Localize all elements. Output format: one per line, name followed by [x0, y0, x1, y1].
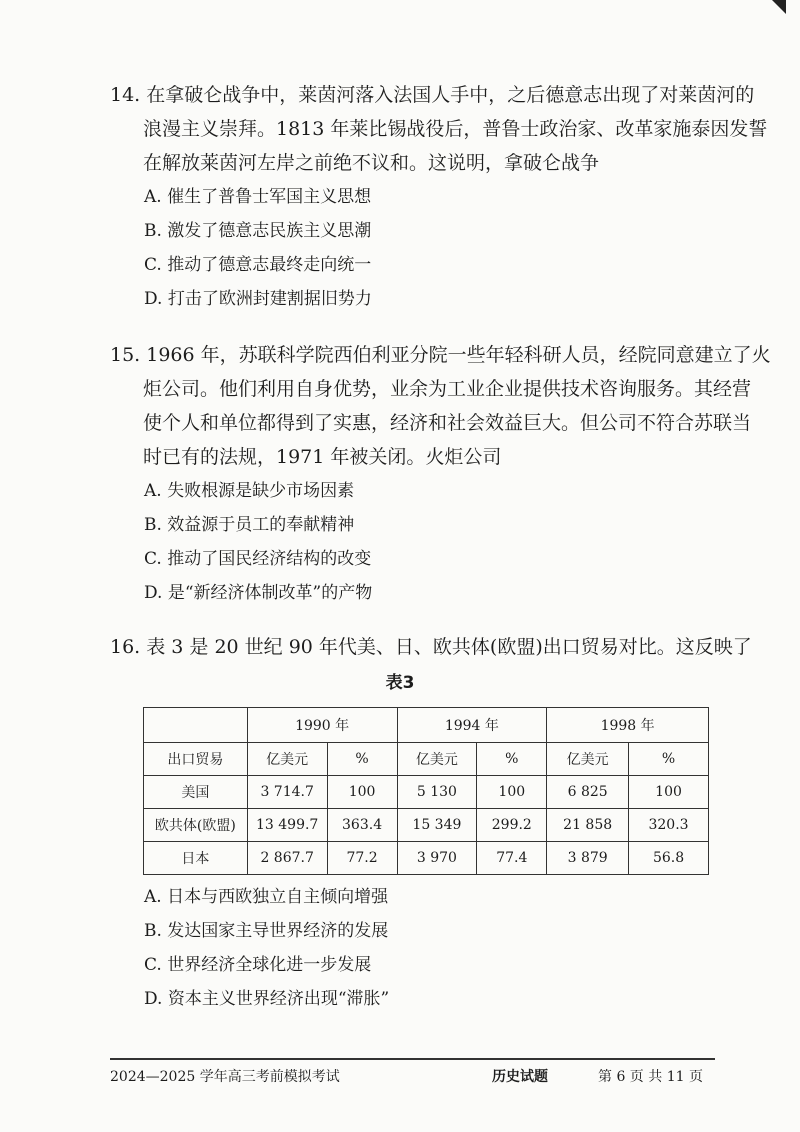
footer-subject: 历史试题 — [492, 1069, 548, 1085]
question-16-options — [110, 880, 710, 1016]
question-15-option-b: B. 效益源于员工的奉献精神 — [144, 515, 355, 535]
question-14 — [110, 78, 768, 316]
table-unit-header: % — [629, 743, 709, 776]
question-15-stem — [110, 338, 771, 474]
table-unit-header: % — [477, 743, 547, 776]
question-16-option-d: D. 资本主义世界经济出现“滞胀” — [144, 989, 390, 1009]
footer-rule — [110, 1058, 715, 1060]
question-16 — [110, 630, 752, 664]
question-15-option-c: C. 推动了国民经济结构的改变 — [144, 549, 372, 569]
question-15-line-1: 15. 1966 年，苏联科学院西伯利亚分院一些年轻科研人员，经院同意建立了火 — [110, 344, 771, 366]
table-cell: 77.2 — [327, 842, 397, 875]
table-cell: 2 867.7 — [247, 842, 327, 875]
question-14-option-b: B. 激发了德意志民族主义思潮 — [144, 221, 372, 241]
table-row — [144, 776, 709, 809]
question-16-stem — [110, 630, 752, 664]
table-3-caption: 表3 — [385, 673, 415, 693]
table-cell: 6 825 — [547, 776, 629, 809]
question-15-option-d: D. 是“新经济体制改革”的产物 — [144, 583, 373, 603]
question-15 — [110, 338, 771, 610]
question-16-option-b: B. 发达国家主导世界经济的发展 — [144, 921, 389, 941]
table-row — [144, 842, 709, 875]
table-cell: 3 970 — [397, 842, 477, 875]
question-15-option-a: A. 失败根源是缺少市场因素 — [144, 481, 355, 501]
table-cell: 56.8 — [629, 842, 709, 875]
question-15-line-2: 炬公司。他们利用自身优势，业余为工业企业提供技术咨询服务。其经营 — [143, 378, 752, 400]
table-cell: 5 130 — [397, 776, 477, 809]
table-cell: 15 349 — [397, 809, 477, 842]
question-15-line-4: 时已有的法规，1971 年被关闭。火炬公司 — [143, 446, 502, 468]
table-cell: 363.4 — [327, 809, 397, 842]
table-unit-header: % — [327, 743, 397, 776]
table-year-header: 1998 年 — [547, 708, 709, 743]
question-14-option-a: A. 催生了普鲁士军国主义思想 — [144, 187, 372, 207]
question-14-line-2: 浪漫主义崇拜。1813 年莱比锡战役后，普鲁士政治家、改革家施泰因发誓 — [143, 118, 768, 140]
table-cell: 77.4 — [477, 842, 547, 875]
table-unit-header: 亿美元 — [547, 743, 629, 776]
footer-page-number: 第 6 页 共 11 页 — [598, 1069, 703, 1085]
table-cell: 21 858 — [547, 809, 629, 842]
table-cell: 299.2 — [477, 809, 547, 842]
question-14-option-d: D. 打击了欧洲封建割据旧势力 — [144, 289, 372, 309]
table-cell: 100 — [477, 776, 547, 809]
table-cell: 3 879 — [547, 842, 629, 875]
table-row-header: 出口贸易 — [144, 743, 248, 776]
table-header-row-years — [144, 708, 709, 743]
table-header-row-units — [144, 743, 709, 776]
table-cell: 13 499.7 — [247, 809, 327, 842]
table-row-label: 欧共体(欧盟) — [144, 809, 248, 842]
question-14-line-1: 14. 在拿破仑战争中，莱茵河落入法国人手中，之后德意志出现了对莱茵河的 — [110, 84, 755, 106]
table-row — [144, 809, 709, 842]
scan-corner-mark — [772, 0, 786, 14]
table-row-label: 日本 — [144, 842, 248, 875]
footer-exam-title: 2024—2025 学年高三考前模拟考试 — [110, 1069, 340, 1085]
question-14-option-c: C. 推动了德意志最终走向统一 — [144, 255, 372, 275]
table-cell: 100 — [629, 776, 709, 809]
table-year-header: 1990 年 — [247, 708, 397, 743]
table-cell: 100 — [327, 776, 397, 809]
question-16-option-c: C. 世界经济全球化进一步发展 — [144, 955, 372, 975]
table-row-label: 美国 — [144, 776, 248, 809]
question-15-line-3: 使个人和单位都得到了实惠，经济和社会效益巨大。但公司不符合苏联当 — [143, 412, 752, 434]
question-16-option-a: A. 日本与西欧独立自主倾向增强 — [144, 887, 389, 907]
question-14-line-3: 在解放莱茵河左岸之前绝不议和。这说明，拿破仑战争 — [143, 152, 600, 174]
table-corner-cell — [144, 708, 248, 743]
question-16-line-1: 16. 表 3 是 20 世纪 90 年代美、日、欧共体(欧盟)出口贸易对比。这反映了 — [110, 636, 752, 658]
table-cell: 3 714.7 — [247, 776, 327, 809]
table-cell: 320.3 — [629, 809, 709, 842]
export-trade-table — [143, 707, 709, 875]
table-unit-header: 亿美元 — [397, 743, 477, 776]
question-14-stem — [110, 78, 768, 180]
table-year-header: 1994 年 — [397, 708, 547, 743]
table-unit-header: 亿美元 — [247, 743, 327, 776]
